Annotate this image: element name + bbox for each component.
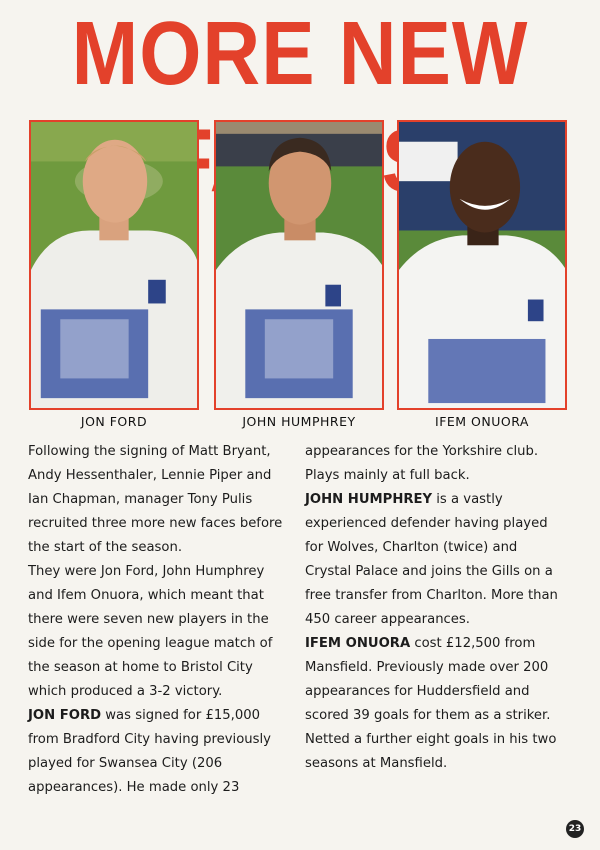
text-line: side for the opening league match of — [28, 636, 273, 651]
text-line: for Wolves, Charlton (twice) and — [305, 540, 518, 555]
right-text-column — [305, 440, 577, 776]
text-line: appearances for the Yorkshire club. — [305, 444, 539, 459]
page-number-badge: 23 — [566, 820, 584, 838]
text-line: the season at home to Bristol City — [28, 660, 253, 675]
text-line: Crystal Palace and joins the Gills on a — [305, 564, 553, 579]
caption-jon-ford: JON FORD — [80, 414, 148, 429]
text-line — [305, 488, 577, 512]
text-line: Andy Hessenthaler, Lennie Piper and — [28, 468, 272, 483]
text-line: seasons at Mansfield. — [305, 756, 448, 771]
text-line: appearances). He made only 23 — [28, 780, 240, 795]
text-line: appearances for Huddersfield and — [305, 684, 530, 699]
text-line: scored 39 goals for them as a striker. — [305, 708, 551, 723]
player-name-ifem-onuora: IFEM ONUORA — [305, 636, 411, 651]
text-line: Ian Chapman, manager Tony Pulis — [28, 492, 253, 507]
caption-ifem-onuora: IFEM ONUORA — [435, 414, 529, 429]
text-line: Netted a further eight goals in his two — [305, 732, 557, 747]
text-run: is a vastly — [432, 492, 503, 507]
text-line: there were seven new players in the — [28, 612, 269, 627]
text-line: from Bradford City having previously — [28, 732, 271, 747]
text-line: and Ifem Onuora, which meant that — [28, 588, 264, 603]
text-line: 450 career appearances. — [305, 612, 470, 627]
player-name-jon-ford: JON FORD — [28, 708, 102, 723]
photo-ifem-onuora — [397, 120, 567, 410]
text-run: was signed for £15,000 — [101, 708, 260, 723]
text-line: experienced defender having played — [305, 516, 548, 531]
text-line: recruited three more new faces before — [28, 516, 283, 531]
text-line: Following the signing of Matt Bryant, — [28, 444, 271, 459]
text-run: cost £12,500 from — [410, 636, 536, 651]
left-text-column — [28, 440, 296, 800]
player-name-john-humphrey: JOHN HUMPHREY — [305, 492, 433, 507]
text-line: They were Jon Ford, John Humphrey — [28, 564, 265, 579]
text-line: Plays mainly at full back. — [305, 468, 470, 483]
text-line: played for Swansea City (206 — [28, 756, 223, 771]
text-line: Mansfield. Previously made over 200 — [305, 660, 549, 675]
text-line — [305, 632, 577, 656]
text-line — [28, 704, 296, 728]
text-line: the start of the season. — [28, 540, 183, 555]
caption-john-humphrey: JOHN HUMPHREY — [242, 414, 356, 429]
photo-john-humphrey — [214, 120, 384, 410]
text-line: free transfer from Charlton. More than — [305, 588, 558, 603]
text-line: which produced a 3-2 victory. — [28, 684, 223, 699]
page-headline: MORE NEW — [71, 3, 529, 104]
photo-jon-ford — [29, 120, 199, 410]
